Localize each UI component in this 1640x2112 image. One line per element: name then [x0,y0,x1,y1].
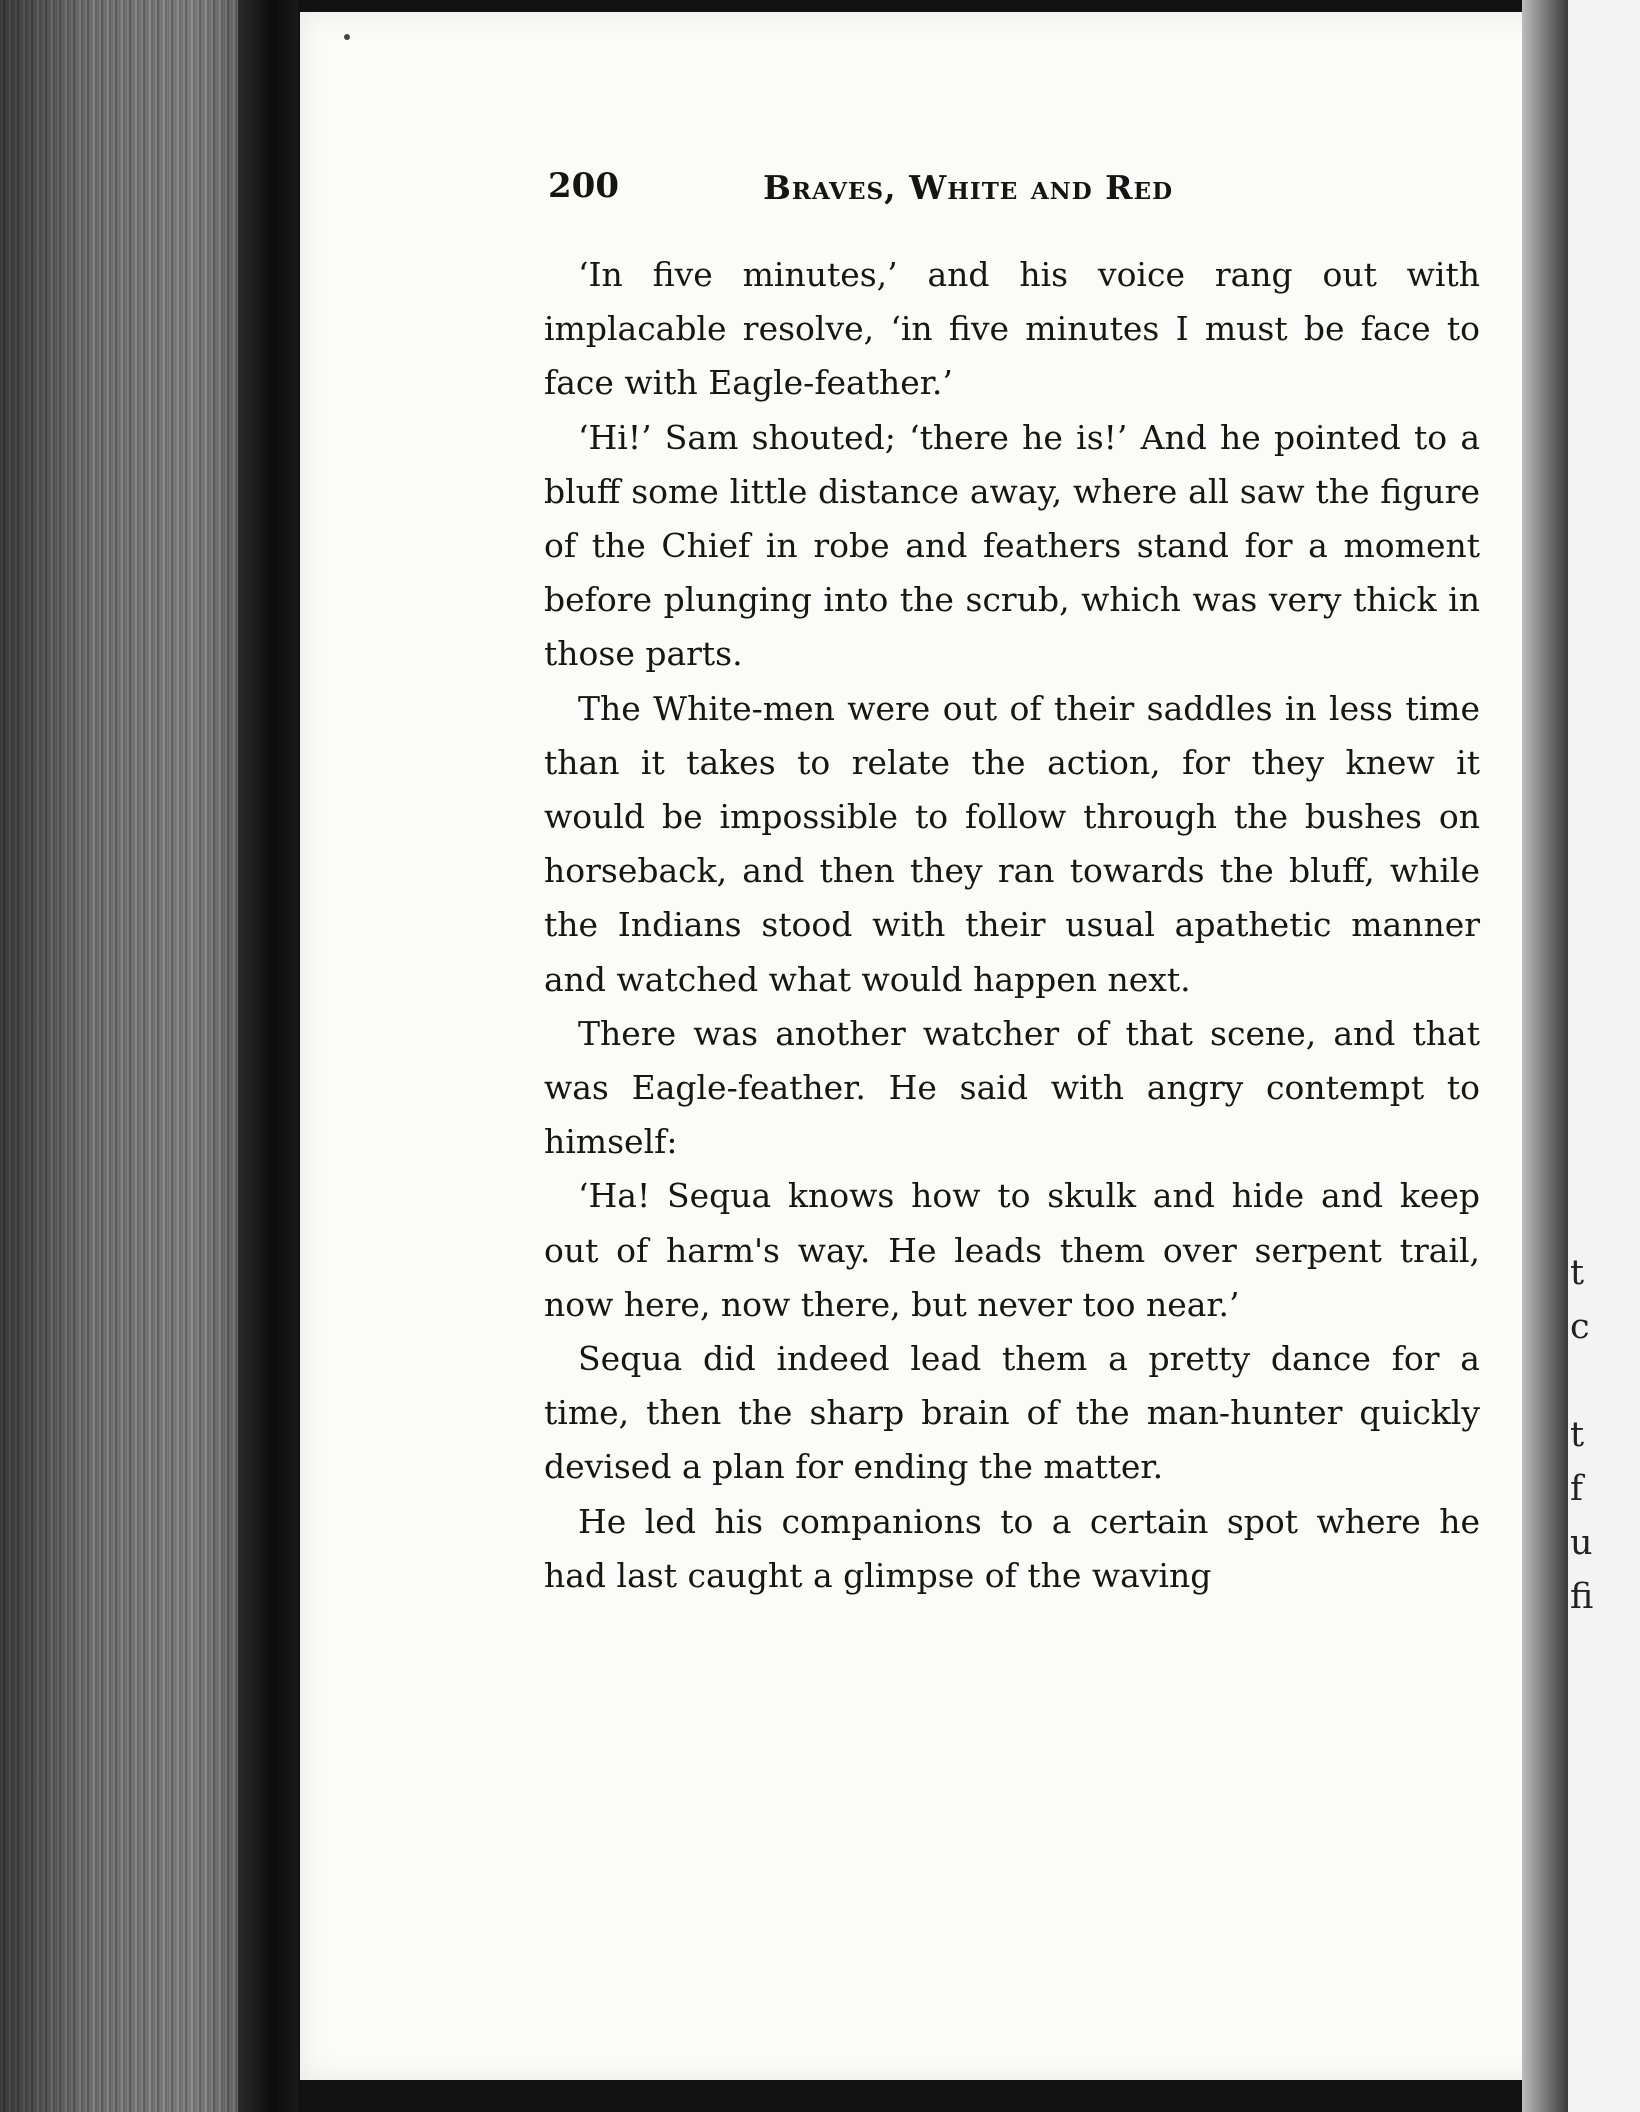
page-number: 200 [548,166,619,206]
paragraph: The White-men were out of their saddles in less time than it takes to relate the action, for they knew it would be impossible to follow through the bushes on horseback, and then they ran towards the bluff, while the Indians stood with their usual apathetic manner and watched what would happen next. [544,688,1480,999]
next-page-fragment: c [1570,1307,1590,1347]
paragraph: Sequa did indeed lead them a pretty dance for a time, then the sharp brain of the man-hunter quickly devised a plan for ending the matter. [544,1339,1480,1487]
paragraph: ‘Ha! Sequa knows how to skulk and hide and keep out of harm's way. He leads them over serpent trail, now here, now there, but never too near.’ [544,1176,1480,1324]
binding-gutter [238,0,298,2112]
next-page-edge [1568,0,1640,2112]
running-title: Braves, White and Red [763,168,1174,207]
page-edge-stack [0,0,262,2112]
next-page-fragment: fi [1570,1577,1594,1617]
next-page-fragment: u [1570,1523,1593,1563]
paragraph: ‘Hi!’ Sam shouted; ‘there he is!’ And he pointed to a bluff some little distance away, where all saw the figure of the Chief in robe and feathers stand for a moment before plunging into the scrub, which was very thick in those parts. [544,417,1480,674]
scan-speck [344,34,350,40]
page-header [548,166,1288,210]
page-body [544,248,1480,1603]
next-page-fragment: f [1570,1469,1583,1509]
paragraph: There was another watcher of that scene, and that was Eagle-feather. He said with angry contempt to himself: [544,1013,1480,1162]
next-page-fragment: t [1570,1415,1585,1455]
page-fold-shadow [1522,0,1568,2112]
paragraph: He led his companions to a certain spot where he had last caught a glimpse of the waving [544,1501,1480,1595]
next-page-fragment: t [1570,1253,1585,1293]
paragraph: ‘In five minutes,’ and his voice rang out with implacable resolve, ‘in five minutes I must be face to face with Eagle-feather.’ [544,255,1480,403]
